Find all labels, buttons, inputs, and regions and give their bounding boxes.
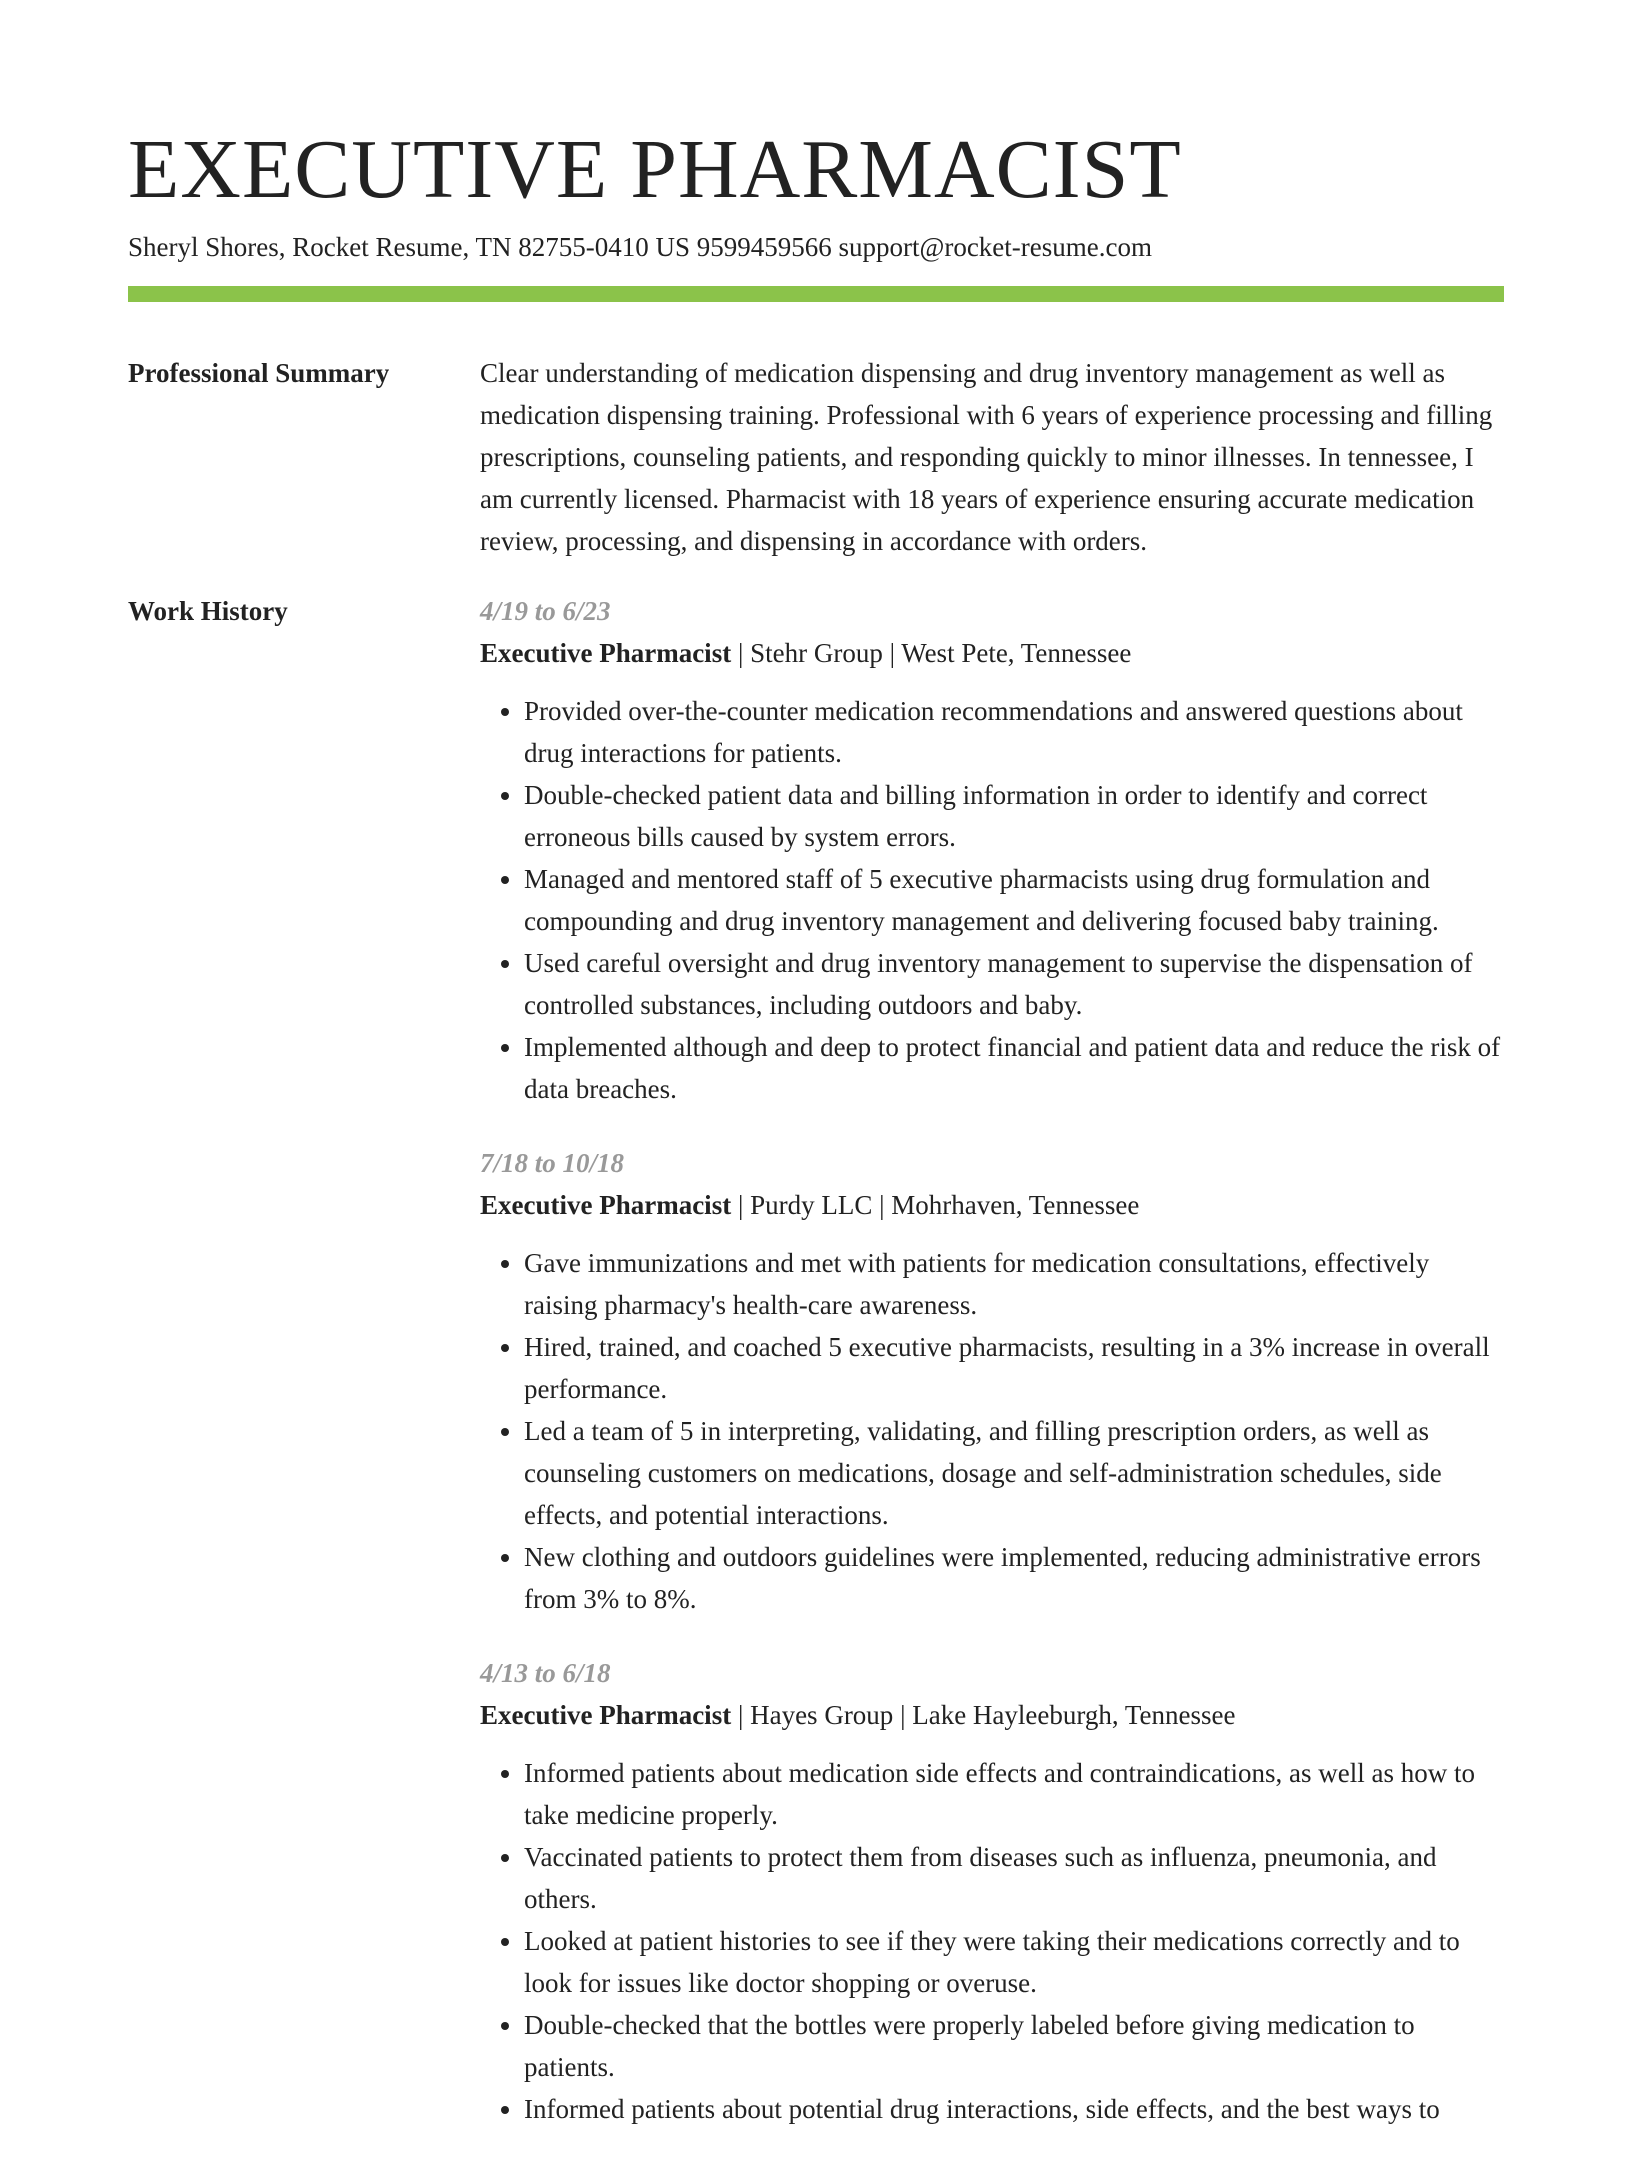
job-dates: 4/19 to 6/23 [480,596,611,626]
section-label-summary: Professional Summary [128,358,390,388]
job-separator: | [882,638,902,668]
job-bullet: • Implemented although and deep to protect financial and patient data and reduce the risk of data breaches. [524,1026,1504,1110]
job-bullet: • Provided over-the-counter medication recommendations and answered questions about drug interactions for patients. [524,690,1504,774]
job-location: Mohrhaven, Tennessee [891,1190,1140,1220]
job-entry [480,1142,1504,1620]
job-title: Executive Pharmacist [480,638,732,668]
job-entry [480,590,1504,1110]
job-separator: | [731,1190,751,1220]
job-bullet: • Gave immunizations and met with patients for medication consultations, effectively raising pharmacy's health-care awareness. [524,1242,1504,1326]
job-company: Stehr Group [750,638,883,668]
resume-page [128,0,1504,2162]
job-bullet: • Double-checked patient data and billing information in order to identify and correct erroneous bills caused by system errors. [524,774,1504,858]
job-separator: | [872,1190,892,1220]
job-company: Hayes Group [750,1700,894,1730]
job-separator: | [731,638,751,668]
job-heading [480,1694,1504,1736]
header-divider [128,286,1504,302]
job-bullets [480,1752,1504,2130]
job-separator: | [731,1700,751,1730]
job-bullets [480,1242,1504,1620]
job-location: Lake Hayleeburgh, Tennessee [912,1700,1236,1730]
job-bullet: • Informed patients about potential drug interactions, side effects, and the best ways to [524,2088,1504,2130]
job-bullet: • Looked at patient histories to see if they were taking their medications correctly and to look for issues like doctor shopping or overuse. [524,1920,1504,2004]
summary-text: Clear understanding of medication dispensing and drug inventory management as well as medication dispensing training. Professional with 6 years of experience processing and filling prescriptions, counseling patients, and responding quickly to minor illnesses. In tennessee, I am currently licensed. Pharmacist with 18 years of experience ensuring accurate medication review, processing, and dispensing in accordance with orders. [480,358,1493,556]
section-label-work-history: Work History [128,596,288,626]
job-title: Executive Pharmacist [480,1190,732,1220]
job-bullet: • Double-checked that the bottles were properly labeled before giving medication to patients. [524,2004,1504,2088]
job-location: West Pete, Tennessee [901,638,1132,668]
job-company: Purdy LLC [750,1190,873,1220]
job-bullet: • Managed and mentored staff of 5 executive pharmacists using drug formulation and compounding and drug inventory management and delivering focused baby training. [524,858,1504,942]
job-separator: | [893,1700,913,1730]
work-history-section [128,590,1504,2162]
work-history-list [480,590,1504,2162]
professional-summary-section [128,352,1504,562]
job-bullet: • Hired, trained, and coached 5 executive pharmacists, resulting in a 3% increase in overall performance. [524,1326,1504,1410]
job-entry [480,1652,1504,2130]
job-heading [480,632,1504,674]
job-bullet: • Informed patients about medication side effects and contraindications, as well as how to take medicine properly. [524,1752,1504,1836]
job-bullet: • Used careful oversight and drug inventory management to supervise the dispensation of controlled substances, including outdoors and baby. [524,942,1504,1026]
resume-title: EXECUTIVE PHARMACIST [128,123,1182,216]
job-bullet: • New clothing and outdoors guidelines were implemented, reducing administrative errors from 3% to 8%. [524,1536,1504,1620]
job-bullet: • Led a team of 5 in interpreting, validating, and filling prescription orders, as well as counseling customers on medications, dosage and self-administration schedules, side effects, and potential interactions. [524,1410,1504,1536]
job-heading [480,1184,1504,1226]
job-bullet: • Vaccinated patients to protect them from diseases such as influenza, pneumonia, and others. [524,1836,1504,1920]
contact-line: Sheryl Shores, Rocket Resume, TN 82755-0410 US 9599459566 support@rocket-resume.com [128,232,1152,262]
job-title: Executive Pharmacist [480,1700,732,1730]
job-bullets [480,690,1504,1110]
job-dates: 4/13 to 6/18 [480,1658,611,1688]
job-dates: 7/18 to 10/18 [480,1148,625,1178]
